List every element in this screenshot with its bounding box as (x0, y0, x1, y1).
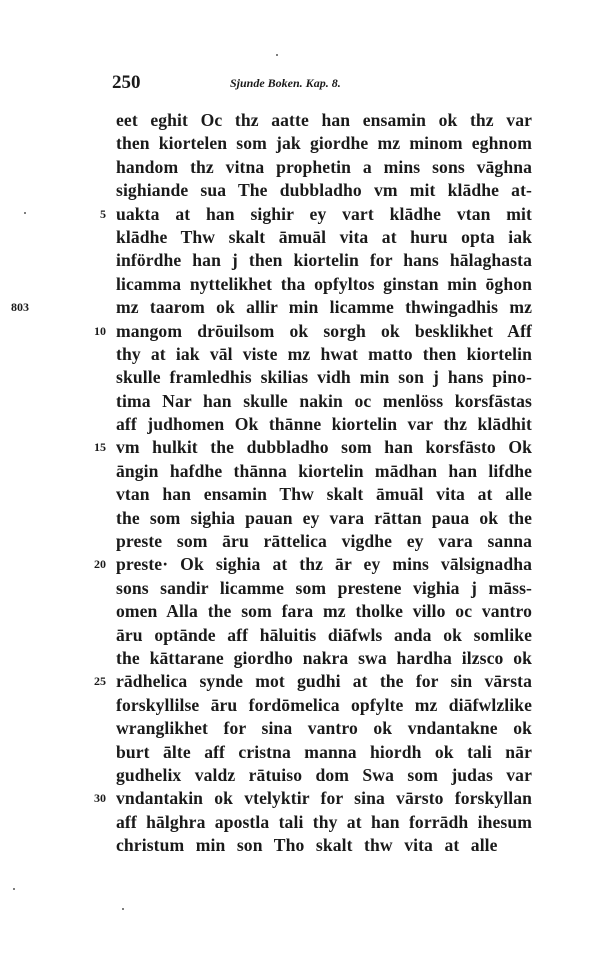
text-line (116, 577, 532, 600)
text-line (94, 436, 532, 459)
text-line-content: tima Nar han skulle nakin oc menlöss korsfāstas (116, 390, 532, 411)
text-line-content: skulle framledhis skilias vidh min son j hans pino- (116, 367, 532, 388)
text-line (116, 413, 532, 436)
text-line-content: licamma nyttelikhet tha opfyltos ginstan min ōghon (116, 273, 532, 294)
line-number: 15 (94, 440, 106, 455)
text-line (11, 296, 532, 319)
page-number: 250 (112, 72, 141, 93)
text-line-content: then kiortelen som jak giordhe mz minom eghnom (116, 133, 532, 154)
text-line (116, 507, 532, 530)
text-line (116, 647, 532, 670)
text-line (116, 834, 532, 857)
text-line-content: uakta at han sighir ey vart klādhe vtan mit (116, 203, 532, 224)
running-title: Sjunde Boken. Kap. 8. (230, 76, 341, 90)
text-line (116, 460, 532, 483)
text-line-content: infördhe han j then kiortelin for hans hālaghasta (116, 250, 532, 271)
text-line (116, 717, 532, 740)
text-line-content: rādhelica synde mot gudhi at the for sin vārsta (116, 671, 532, 692)
text-line (116, 226, 532, 249)
text-line (116, 366, 532, 389)
text-line (116, 600, 532, 623)
text-line-content: mangom drōuilsom ok sorgh ok besklikhet Aff (116, 320, 532, 341)
text-line (116, 694, 532, 717)
text-line-content: vndantakin ok vtelyktir for sina vārsto forskyllan (116, 788, 532, 809)
text-line-content: the som sighia pauan ey vara rāttan paua ok the (116, 507, 532, 528)
text-line (116, 624, 532, 647)
text-line-content: preste· Ok sighia at thz ār ey mins vālsignadha (116, 554, 532, 575)
text-line-content: burt ālte aff cristna manna hiordh ok tali nār (116, 741, 532, 762)
text-line (116, 530, 532, 553)
text-line (116, 764, 532, 787)
text-line (94, 670, 532, 693)
text-line (100, 203, 532, 226)
text-line (116, 109, 532, 132)
paper-speck (24, 212, 26, 214)
text-line-content: thy at iak vāl viste mz hwat matto then kiortelin (116, 343, 532, 364)
text-line-content: sons sandir licamme som prestene vighia j māss- (116, 577, 532, 598)
line-number: 5 (100, 206, 106, 221)
text-line-content: sighiande sua The dubbladho vm mit klādhe at- (116, 180, 532, 201)
text-line-content: vm hulkit the dubbladho som han korsfāsto Ok (116, 437, 532, 458)
text-line (116, 343, 532, 366)
text-line-content: wranglikhet for sina vantro ok vndantakne ok (116, 718, 532, 739)
text-line (116, 249, 532, 272)
text-line-content: āngin hafdhe thānna kiortelin mādhan han lifdhe (116, 460, 532, 481)
text-line-content: mz taarom ok allir min licamme thwingadhis mz (116, 297, 532, 318)
text-line (116, 156, 532, 179)
text-line (116, 132, 532, 155)
text-line (94, 553, 532, 576)
text-line (116, 273, 532, 296)
text-line-content: aff hālghra apostla tali thy at han forrādh ihesum (116, 811, 532, 832)
manuscript-page-reference: 803 (11, 300, 29, 315)
text-line (116, 811, 532, 834)
paper-speck (13, 888, 15, 890)
text-line-content: vtan han ensamin Thw skalt āmuāl vita at alle (116, 484, 532, 505)
text-line (94, 320, 532, 343)
text-line-content: klādhe Thw skalt āmuāl vita at huru opta iak (116, 226, 532, 247)
text-line (116, 179, 532, 202)
body-text (11, 109, 532, 858)
text-line-content: the kāttarane giordho nakra swa hardha ilzsco ok (116, 647, 532, 668)
line-number: 30 (94, 791, 106, 806)
text-line-content: omen Alla the som fara mz tholke villo oc vantro (116, 601, 532, 622)
text-line-content: āru optānde aff hāluitis diāfwls anda ok somlike (116, 624, 532, 645)
text-line-content: gudhelix valdz rātuiso dom Swa som judas var (116, 764, 532, 785)
running-head (112, 72, 532, 96)
text-line-content: preste som āru rāttelica vigdhe ey vara sanna (116, 531, 532, 552)
paper-speck (122, 908, 124, 910)
text-line-content: aff judhomen Ok thānne kiortelin var thz klādhit (116, 414, 532, 435)
text-line-content: christum min son Tho skalt thw vita at alle (116, 835, 498, 856)
line-number: 25 (94, 674, 106, 689)
text-line-content: forskyllilse āru fordōmelica opfylte mz diāfwlzlike (116, 694, 532, 715)
text-line (116, 390, 532, 413)
line-number: 10 (94, 323, 106, 338)
text-line (116, 483, 532, 506)
paper-speck (276, 54, 278, 56)
line-number: 20 (94, 557, 106, 572)
text-line-content: eet eghit Oc thz aatte han ensamin ok thz var (116, 110, 532, 130)
text-line (116, 741, 532, 764)
text-line-content: handom thz vitna prophetin a mins sons vāghna (116, 156, 532, 177)
text-line (94, 787, 532, 810)
